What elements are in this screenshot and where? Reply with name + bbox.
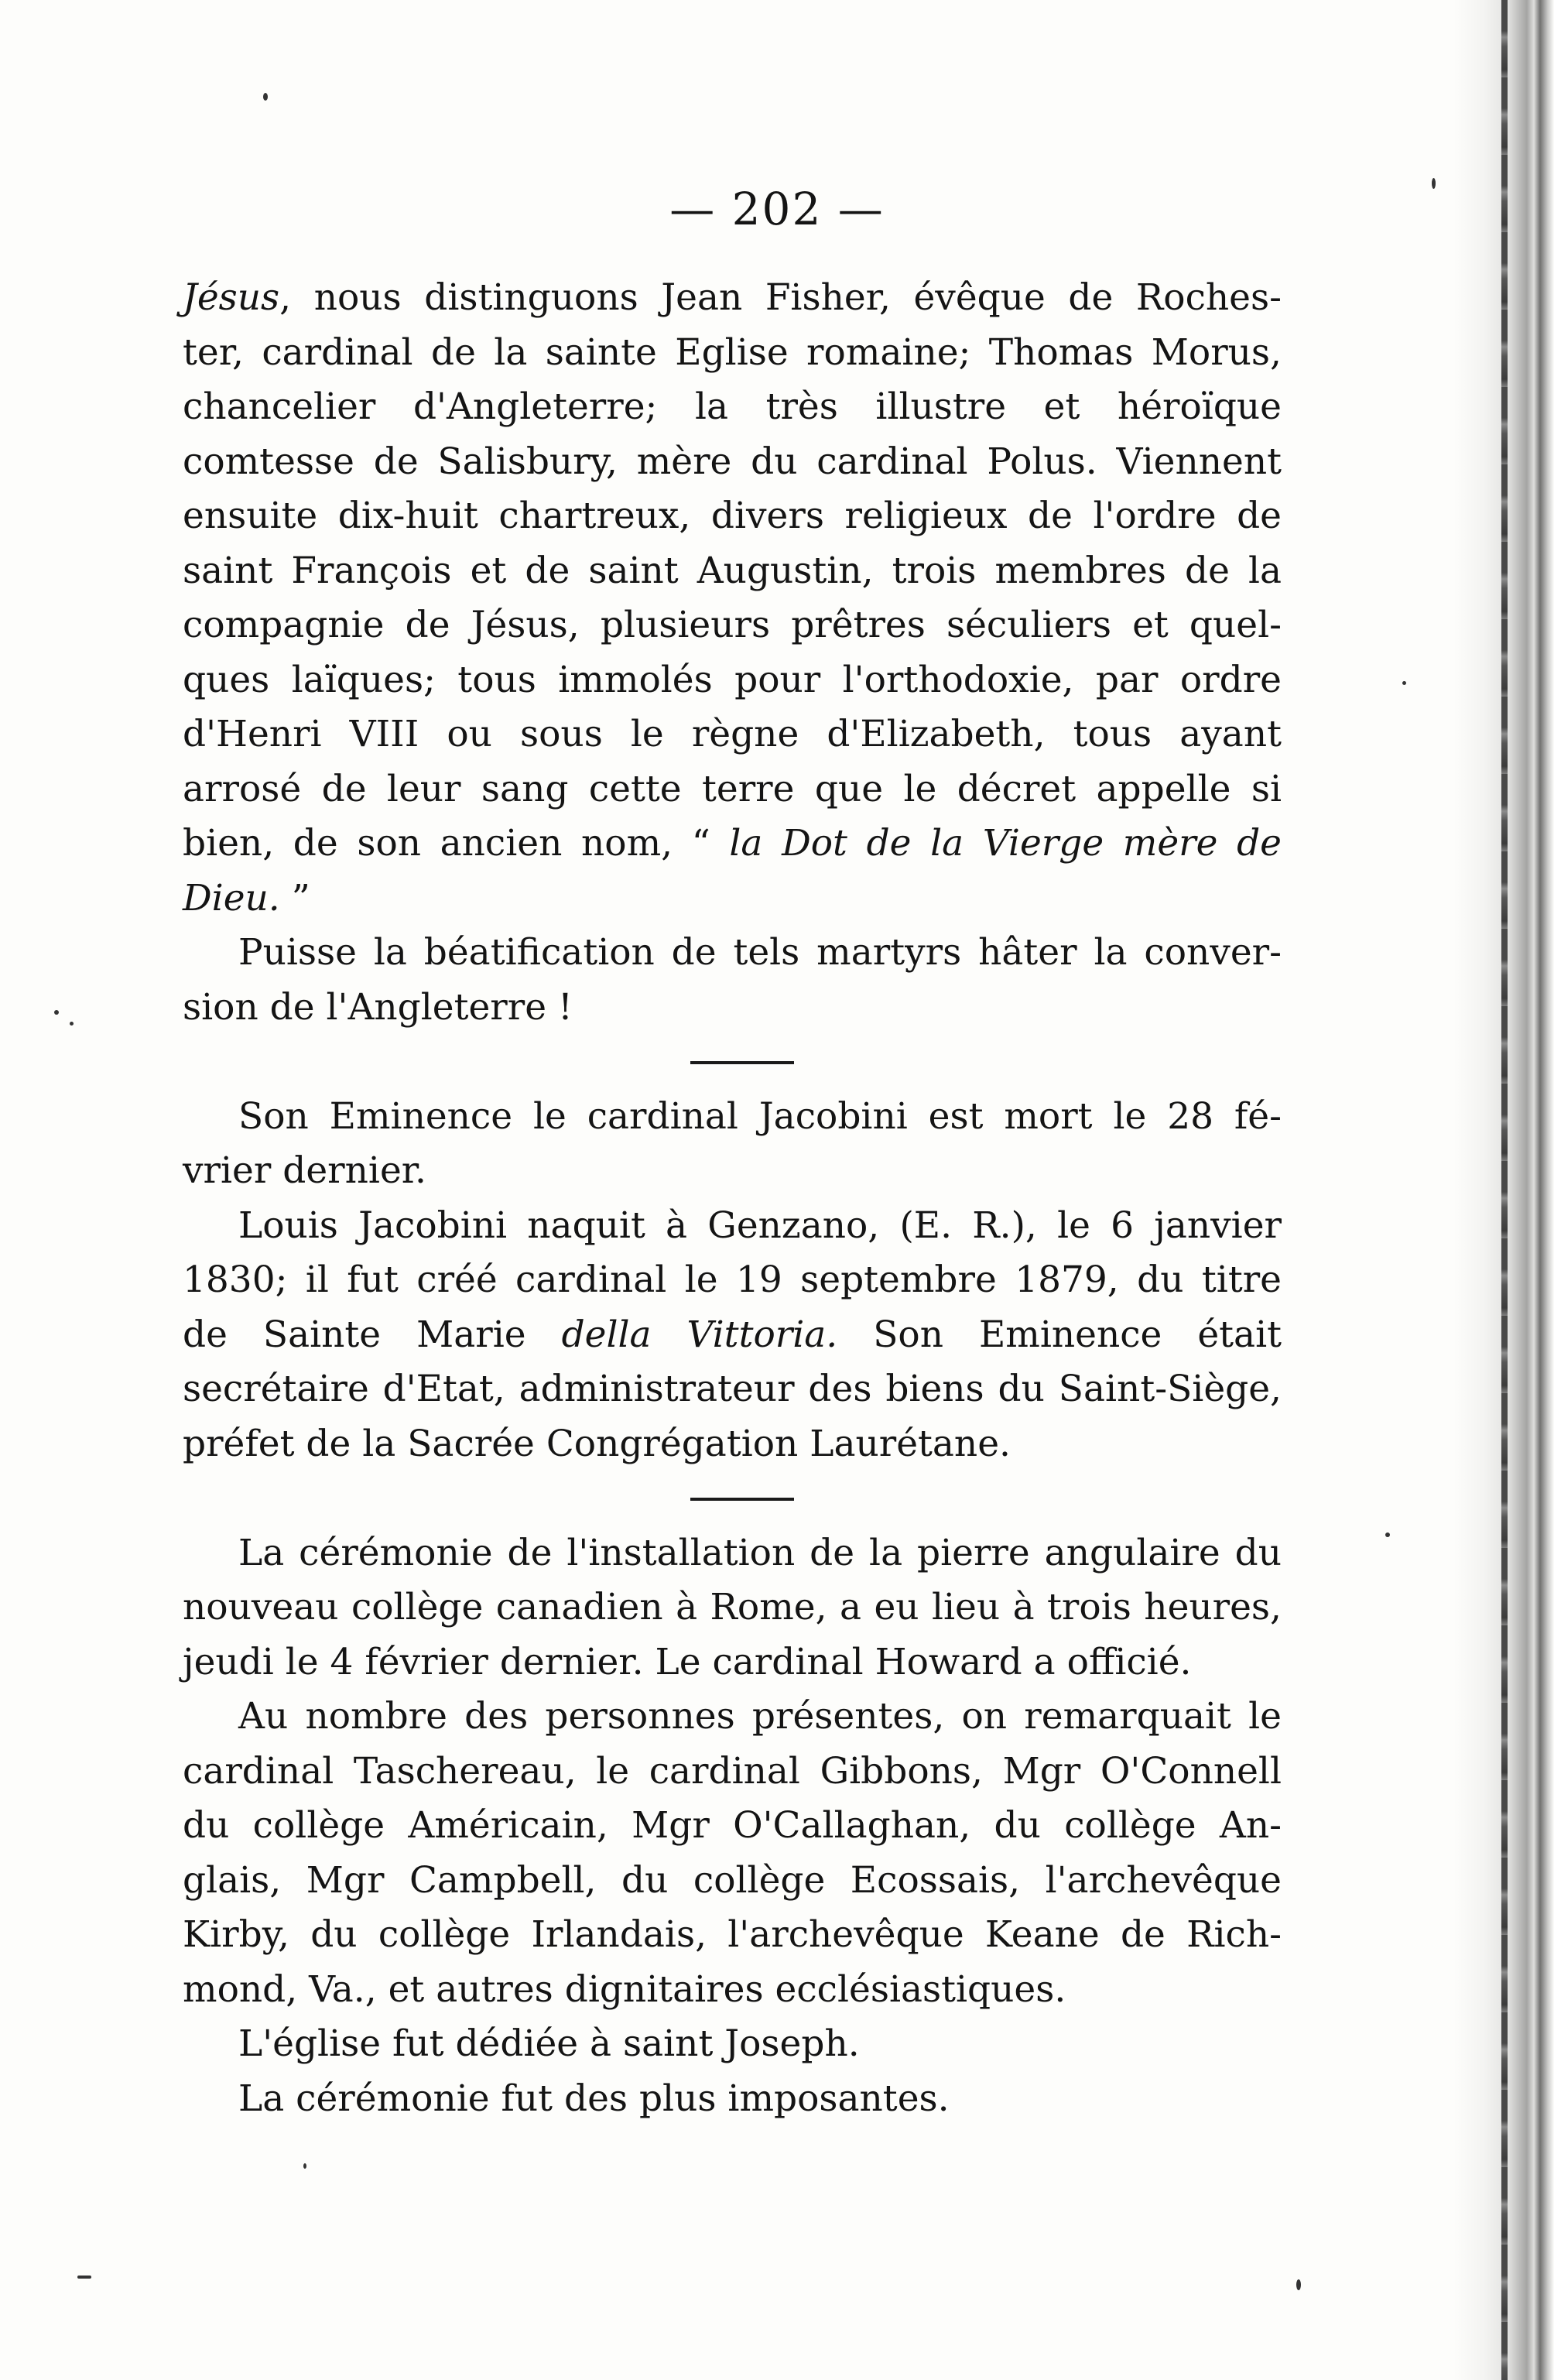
text-line-27: du collège Américain, Mgr O'Callaghan, du collège An-: [183, 1804, 1282, 1847]
binding-edge-line: [1501, 0, 1508, 2380]
text-line-24: jeudi le 4 février dernier. Le cardinal Howard a officié.: [183, 1640, 1192, 1683]
text-line-10: arrosé de leur sang cette terre que le décret appelle si: [183, 767, 1282, 810]
text-line-21: préfet de la Sacrée Congrégation Laurétane.: [183, 1422, 1011, 1465]
text-line-22: La cérémonie de l'installation de la pierre angulaire du: [238, 1531, 1282, 1574]
speck: [263, 93, 268, 101]
text-line-23: nouveau collège canadien à Rome, a eu lieu à trois heures,: [183, 1586, 1282, 1628]
italic-della-vittoria: della Vittoria.: [561, 1313, 838, 1356]
text-line-26: cardinal Taschereau, le cardinal Gibbons, Mgr O'Connell: [183, 1749, 1282, 1793]
text-line-28: glais, Mgr Campbell, du collège Ecossais, l'archevêque: [183, 1858, 1282, 1902]
text-line-1: [183, 271, 1282, 326]
text-segment: de Sainte Marie: [183, 1313, 562, 1356]
text-line-4: comtesse de Salisbury, mère du cardinal Polus. Viennent: [183, 440, 1282, 483]
text-line-5: ensuite dix-huit chartreux, divers religieux de l'ordre de: [183, 495, 1282, 537]
text-segment: Son Eminence était: [837, 1313, 1282, 1356]
body-text: [183, 271, 1282, 2126]
section-rule: [183, 1035, 1282, 1090]
section-rule: [183, 1471, 1282, 1526]
speck: [1385, 1532, 1390, 1537]
text-line-9: d'Henri VIII ou sous le règne d'Elizabeth, tous ayant: [183, 713, 1282, 755]
text-line-15: Son Eminence le cardinal Jacobini est mort le 28 fé-: [238, 1094, 1282, 1138]
text-line-29: Kirby, du collège Irlandais, l'archevêque Keane de Rich-: [183, 1913, 1282, 1956]
speck: [1402, 681, 1406, 685]
text-segment: , nous distinguons Jean Fisher, évêque de Roches-: [279, 276, 1282, 319]
text-line-13: Puisse la béatification de tels martyrs hâter la conver-: [238, 931, 1282, 974]
speck: [77, 2276, 91, 2279]
text-line-8: ques laïques; tous immolés pour l'orthodoxie, par ordre: [183, 658, 1282, 701]
text-segment: ”: [279, 876, 310, 919]
text-line-20: secrétaire d'Etat, administrateur des biens du Saint-Siège,: [183, 1368, 1282, 1410]
italic-jesus: Jésus: [183, 276, 280, 319]
text-line-3: chancelier d'Angleterre; la très illustre et héroïque: [183, 385, 1282, 428]
italic-dieu: Dieu.: [183, 876, 280, 919]
text-line-25: Au nombre des personnes présentes, on remarquait le: [238, 1695, 1282, 1738]
text-line-6: saint François et de saint Augustin, trois membres de la: [183, 549, 1282, 592]
text-line-2: ter, cardinal de la sainte Eglise romaine; Thomas Morus,: [183, 330, 1282, 374]
text-line-17: Louis Jacobini naquit à Genzano, (E. R.), le 6 janvier: [238, 1204, 1282, 1247]
text-line-12: [183, 872, 1282, 926]
text-line-30: mond, Va., et autres dignitaires ecclésiastiques.: [183, 1967, 1066, 2011]
speck: [1296, 2279, 1301, 2290]
speck: [1432, 178, 1436, 189]
text-line-19: [183, 1308, 1282, 1363]
speck: [70, 1022, 74, 1026]
italic-dot-phrase: la Dot de la Vierge mère de: [729, 822, 1282, 865]
text-segment: bien, de son ancien nom, “: [183, 822, 730, 865]
speck: [303, 2163, 306, 2169]
text-line-32: La cérémonie fut des plus imposantes.: [238, 2077, 950, 2120]
text-line-11: [183, 817, 1282, 872]
text-line-31: L'église fut dédiée à saint Joseph.: [238, 2022, 860, 2065]
text-line-7: compagnie de Jésus, plusieurs prêtres séculiers et quel-: [183, 604, 1282, 646]
text-line-18: 1830; il fut créé cardinal le 19 septembre 1879, du titre: [183, 1258, 1282, 1301]
text-line-16: vrier dernier.: [183, 1149, 427, 1192]
text-line-14: sion de l'Angleterre !: [183, 985, 573, 1029]
page-number: — 202 —: [669, 183, 885, 235]
speck: [54, 1010, 59, 1015]
